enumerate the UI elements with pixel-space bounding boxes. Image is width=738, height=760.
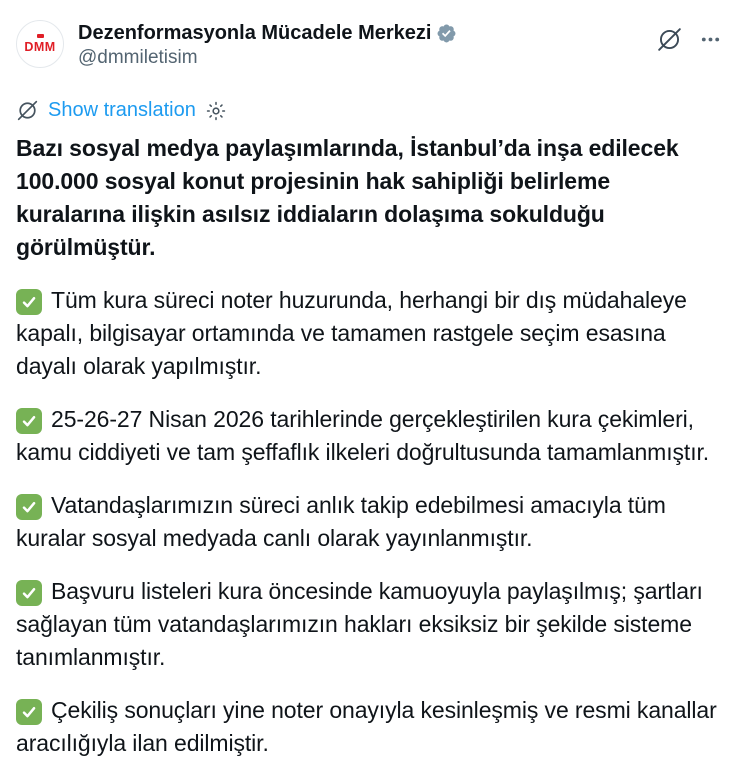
user-handle[interactable]: @dmmiletisim [78,47,198,68]
bullet-text: Başvuru listeleri kura öncesinde kamuoyuyla paylaşılmış; şartları sağlayan tüm vatandaşlarımızın hakları eksiksiz bir şekilde sisteme tanımlanmıştır. [16,578,703,670]
translation-bar [16,98,722,123]
bullet-text: Vatandaşlarımızın süreci anlık takip edebilmesi amacıyla tüm kuralar sosyal medyada canlı olarak yayınlanmıştır. [16,492,666,551]
tweet-body [16,132,722,760]
grok-actions-button[interactable] [656,26,683,53]
check-emoji-icon [16,494,42,520]
check-emoji-icon [16,289,42,315]
identity-block [78,20,457,70]
more-options-button[interactable] [699,28,722,51]
bullet-text: 25-26-27 Nisan 2026 tarihlerinde gerçekleştirilen kura çekimleri, kamu ciddiyeti ve tam şeffaflık ilkeleri doğrultusunda tamamlanmıştır. [16,406,710,465]
check-emoji-icon [16,580,42,606]
avatar-logo-mark [37,34,44,38]
display-name[interactable]: Dezenformasyonla Mücadele Merkezi [78,22,432,44]
tweet-bullet [16,489,722,555]
translation-settings-button[interactable] [205,100,227,122]
tweet-bullet [16,403,722,469]
bullet-text: Tüm kura süreci noter huzurunda, herhangi bir dış müdahaleye kapalı, bilgisayar ortamında ve tamamen rastgele seçim esasına dayalı olarak yapılmıştır. [16,287,687,379]
tweet-bullet [16,575,722,674]
avatar[interactable] [16,20,64,68]
verified-badge-icon[interactable] [436,23,457,44]
header-actions [656,20,722,53]
tweet-bullet [16,694,722,760]
check-emoji-icon [16,699,42,725]
avatar-logo-text: DMM [24,40,56,54]
tweet-header [16,20,722,70]
show-translation-link[interactable]: Show translation [48,99,196,121]
name-row [78,21,457,46]
bullet-text: Çekiliş sonuçları yine noter onayıyla kesinleşmiş ve resmi kanallar aracılığıyla ilan edilmiştir. [16,697,717,756]
tweet-intro-text: Bazı sosyal medya paylaşımlarında, İstanbul’da inşa edilecek 100.000 sosyal konut projesinin hak sahipliği belirleme kuralarına ilişkin asılsız iddiaların dolaşıma sokulduğu görülmüştür. [16,135,679,260]
tweet-bullet [16,284,722,383]
grok-translate-icon [16,99,39,122]
check-emoji-icon [16,408,42,434]
